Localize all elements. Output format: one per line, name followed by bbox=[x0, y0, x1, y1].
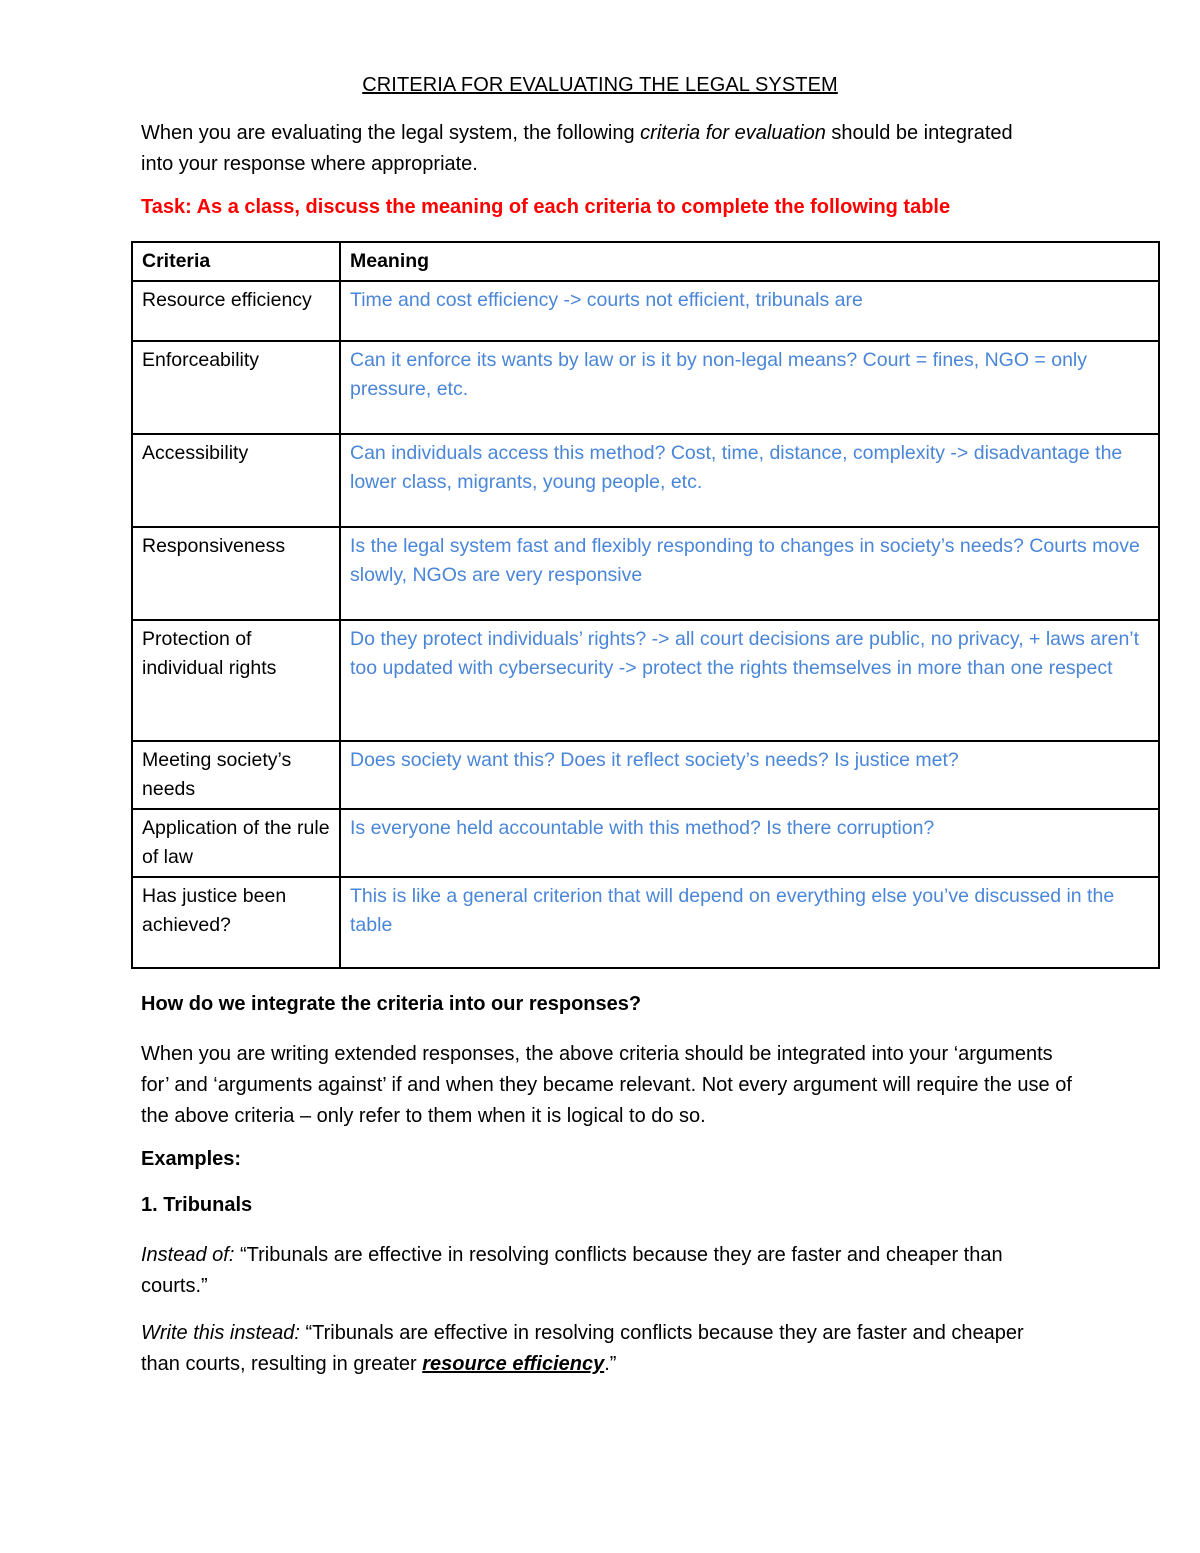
table-row bbox=[132, 527, 1159, 620]
meaning-cell: Is the legal system fast and flexibly responding to changes in society’s needs? Courts move slowly, NGOs are very responsive bbox=[340, 527, 1159, 620]
criteria-cell: Meeting society’s needs bbox=[132, 741, 340, 809]
write-instead-text: “Tribunals are effective in resolving conflicts because they are faster and cheaper than courts, resulting in greater bbox=[141, 1322, 1024, 1375]
write-instead-paragraph bbox=[141, 1318, 1041, 1380]
header-meaning: Meaning bbox=[340, 242, 1159, 281]
write-instead-label: Write this instead: bbox=[141, 1322, 300, 1344]
intro-italic-term: criteria for evaluation bbox=[640, 122, 826, 144]
task-instruction: Task: As a class, discuss the meaning of each criteria to complete the following table bbox=[141, 196, 951, 218]
criteria-cell: Application of the rule of law bbox=[132, 809, 340, 877]
instead-of-label: Instead of: bbox=[141, 1244, 235, 1266]
table-row bbox=[132, 809, 1159, 877]
write-instead-end: .” bbox=[604, 1353, 617, 1375]
instead-of-text: “Tribunals are effective in resolving conflicts because they are faster and cheaper than courts.” bbox=[141, 1244, 1003, 1297]
table-row bbox=[132, 281, 1159, 341]
meaning-cell: Does society want this? Does it reflect society’s needs? Is justice met? bbox=[340, 741, 1159, 809]
intro-paragraph bbox=[141, 118, 1041, 180]
table-row bbox=[132, 877, 1159, 968]
criteria-cell: Resource efficiency bbox=[132, 281, 340, 341]
meaning-cell: Can it enforce its wants by law or is it by non-legal means? Court = fines, NGO = only pressure, etc. bbox=[340, 341, 1159, 434]
meaning-cell: Do they protect individuals’ rights? -> all court decisions are public, no privacy, + laws aren’t too updated with cybersecurity -> protect the rights themselves in more than one respect bbox=[340, 620, 1159, 741]
table-header-row bbox=[132, 242, 1159, 281]
document-title: CRITERIA FOR EVALUATING THE LEGAL SYSTEM bbox=[362, 74, 838, 96]
criteria-table bbox=[131, 241, 1160, 969]
table-row bbox=[132, 620, 1159, 741]
table-row bbox=[132, 341, 1159, 434]
meaning-cell: This is like a general criterion that will depend on everything else you’ve discussed in the table bbox=[340, 877, 1159, 968]
meaning-cell: Can individuals access this method? Cost, time, distance, complexity -> disadvantage the lower class, migrants, young people, etc. bbox=[340, 434, 1159, 527]
table-row bbox=[132, 741, 1159, 809]
resource-efficiency-emphasis: resource efficiency bbox=[422, 1353, 605, 1375]
meaning-cell: Is everyone held accountable with this method? Is there corruption? bbox=[340, 809, 1159, 877]
criteria-cell: Responsiveness bbox=[132, 527, 340, 620]
criteria-cell: Accessibility bbox=[132, 434, 340, 527]
criteria-cell: Has justice been achieved? bbox=[132, 877, 340, 968]
table-row bbox=[132, 434, 1159, 527]
instead-of-paragraph bbox=[141, 1240, 1041, 1302]
example-1-title: 1. Tribunals bbox=[141, 1194, 253, 1216]
criteria-cell: Enforceability bbox=[132, 341, 340, 434]
integration-paragraph: When you are writing extended responses, the above criteria should be integrated into your ‘arguments for’ and ‘arguments against’ if and when they became relevant. Not every argument will require the use of the above criteria – only refer to them when it is logical to do so. bbox=[141, 1043, 1072, 1127]
integration-heading: How do we integrate the criteria into our responses? bbox=[141, 993, 642, 1015]
examples-heading: Examples: bbox=[141, 1148, 242, 1170]
meaning-cell: Time and cost efficiency -> courts not efficient, tribunals are bbox=[340, 281, 1159, 341]
intro-text: When you are evaluating the legal system, the following bbox=[141, 122, 641, 144]
header-criteria: Criteria bbox=[132, 242, 340, 281]
criteria-cell: Protection of individual rights bbox=[132, 620, 340, 741]
intro-text-end: should be integrated into your response where appropriate. bbox=[141, 122, 1013, 175]
